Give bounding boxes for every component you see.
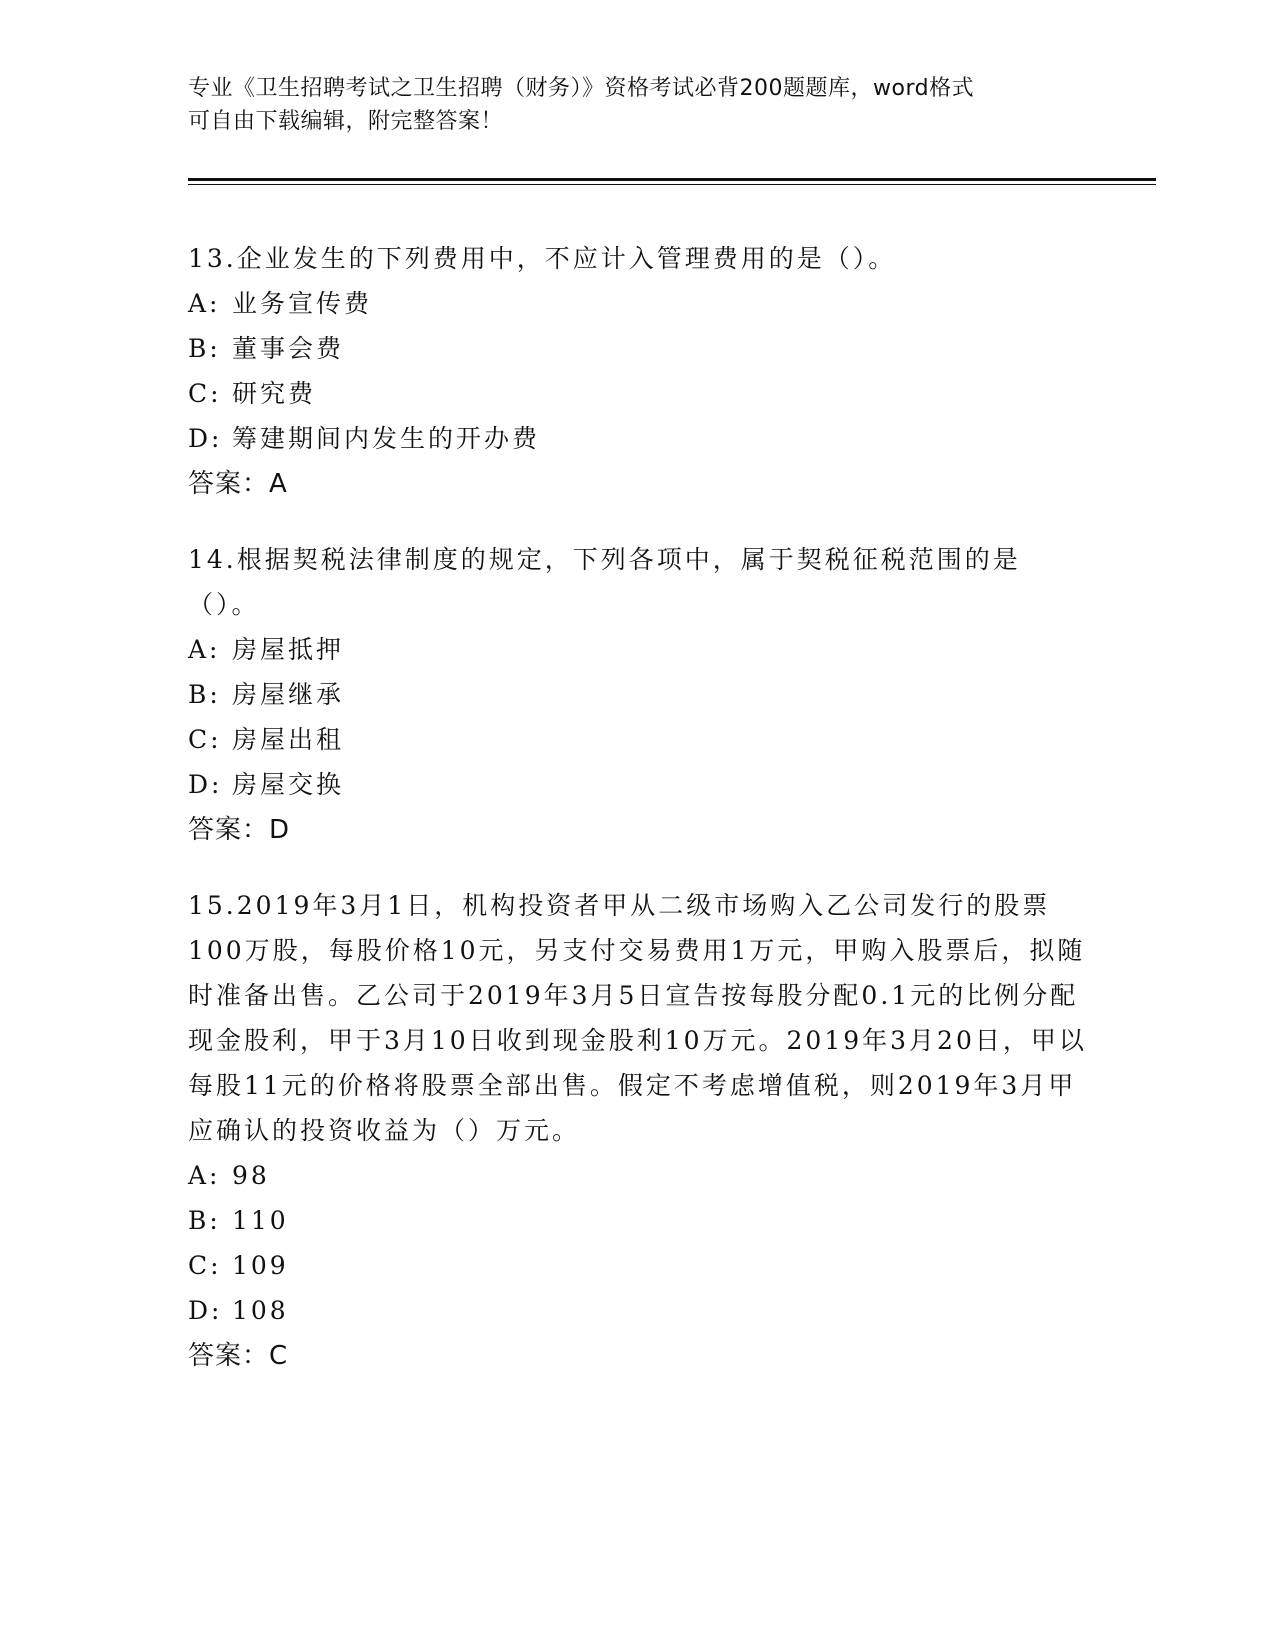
option-key: A: <box>188 635 221 664</box>
question-list <box>188 236 1088 1409</box>
option-b <box>188 1198 1088 1243</box>
question-13 <box>188 236 1088 507</box>
option-c <box>188 717 1088 762</box>
option-text: 98 <box>232 1161 270 1190</box>
option-key: B: <box>188 680 221 709</box>
header-divider-thick <box>188 178 1156 181</box>
option-text: 110 <box>232 1206 289 1235</box>
option-text: 筹建期间内发生的开办费 <box>232 424 541 453</box>
option-key: A: <box>188 1161 221 1190</box>
header-line-2: 可自由下载编辑，附完整答案！ <box>188 109 504 134</box>
answer-line: 答案：D <box>188 815 291 845</box>
option-d <box>188 416 1088 461</box>
option-key: C: <box>188 725 222 754</box>
option-text: 房屋抵押 <box>232 635 345 664</box>
option-key: B: <box>188 1206 221 1235</box>
option-key: C: <box>188 1251 222 1280</box>
question-stem: 13.企业发生的下列费用中，不应计入管理费用的是（）。 <box>188 244 897 273</box>
option-d <box>188 762 1088 807</box>
option-key: D: <box>188 424 223 453</box>
question-stem: 15.2019年3月1日，机构投资者甲从二级市场购入乙公司发行的股票100万股，每股价格10元，另支付交易费用1万元，甲购入股票后，拟随时准备出售。乙公司于2019年3月5日宣告按每股分配0.1元的比例分配现金股利，甲于3月10日收到现金股利10万元。2019年3月20日，甲以每股11元的价格将股票全部出售。假定不考虑增值税，则2019年3月甲应确认的投资收益为（）万元。 <box>188 891 1087 1145</box>
option-key: C: <box>188 379 222 408</box>
option-key: D: <box>188 1296 223 1325</box>
option-d <box>188 1288 1088 1333</box>
option-c <box>188 371 1088 416</box>
option-key: D: <box>188 770 223 799</box>
question-14 <box>188 537 1088 853</box>
header-divider-thin <box>188 184 1156 185</box>
option-text: 房屋出租 <box>232 725 345 754</box>
option-text: 108 <box>232 1296 289 1325</box>
option-text: 房屋交换 <box>232 770 345 799</box>
option-key: A: <box>188 289 221 318</box>
option-a <box>188 1153 1088 1198</box>
option-a <box>188 281 1088 326</box>
option-b <box>188 326 1088 371</box>
question-stem: 14.根据契税法律制度的规定，下列各项中，属于契税征税范围的是（）。 <box>188 545 1021 619</box>
answer-line: 答案：A <box>188 469 288 499</box>
option-text: 109 <box>232 1251 289 1280</box>
option-text: 房屋继承 <box>232 680 345 709</box>
option-text: 董事会费 <box>232 334 345 363</box>
header-line-1: 专业《卫生招聘考试之卫生招聘（财务）》资格考试必背200题题库，word格式 <box>188 76 975 101</box>
option-c <box>188 1243 1088 1288</box>
option-text: 业务宣传费 <box>232 289 373 318</box>
option-key: B: <box>188 334 221 363</box>
option-b <box>188 672 1088 717</box>
question-15 <box>188 883 1088 1379</box>
option-text: 研究费 <box>232 379 317 408</box>
option-a <box>188 627 1088 672</box>
document-header <box>188 72 1088 138</box>
answer-line: 答案：C <box>188 1341 289 1371</box>
